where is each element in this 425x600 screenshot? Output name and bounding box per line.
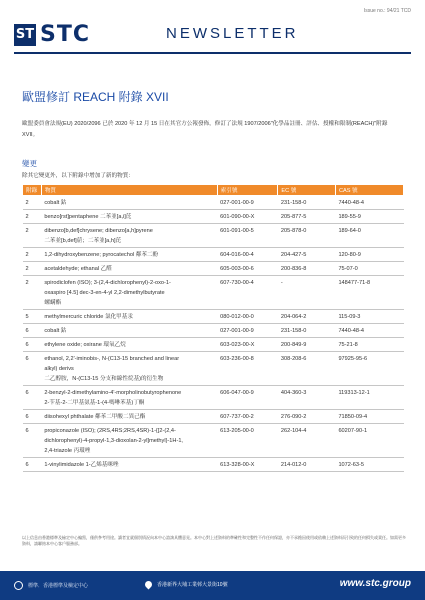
table-row bbox=[23, 410, 404, 424]
substance-line: ethanol, 2,2'-iminobis-, N-(C13-15 branched and linear bbox=[44, 355, 180, 362]
newsletter-label: NEWSLETTER bbox=[166, 25, 299, 42]
index-no-cell: 603-023-00-X bbox=[217, 338, 278, 352]
header-substance: 物質 bbox=[41, 185, 217, 196]
header bbox=[14, 22, 411, 52]
header-cas-no: CAS 號 bbox=[335, 185, 403, 196]
table-row bbox=[23, 224, 404, 248]
ec-no-cell: 205-878-0 bbox=[278, 224, 336, 248]
footer-address-text: 香港新界大埔工業邨大景街10號 bbox=[157, 582, 228, 588]
substance-cell bbox=[41, 424, 217, 458]
table-row bbox=[23, 196, 404, 210]
cas-no-cell: 97925-95-6 bbox=[335, 352, 403, 386]
substance-cell bbox=[41, 338, 217, 352]
header-ec-no: EC 號 bbox=[278, 185, 336, 196]
substance-cell bbox=[41, 262, 217, 276]
appendix-cell: 2 bbox=[23, 224, 42, 248]
substance-line: 螺螨酯 bbox=[44, 299, 62, 306]
stc-logo bbox=[14, 22, 90, 47]
index-no-cell: 080-012-00-0 bbox=[217, 310, 278, 324]
location-pin-icon bbox=[144, 580, 154, 590]
substance-line: ethylene oxide; oxirane 環氧乙烷 bbox=[44, 341, 126, 348]
stc-logo-text: STC bbox=[40, 22, 90, 47]
appendix-cell: 6 bbox=[23, 410, 42, 424]
substance-line: cobalt 鈷 bbox=[44, 327, 67, 334]
appendix-cell: 6 bbox=[23, 338, 42, 352]
substance-line: 2-苄基-2-二甲基氨基-1-(4-嗎啉苯基)丁酮 bbox=[44, 399, 145, 406]
org-logo-icon bbox=[14, 581, 23, 590]
substance-line: 二苯並[b,def]䓛；二苯並[a,h]芘 bbox=[44, 237, 122, 244]
index-no-cell: 601-091-00-5 bbox=[217, 224, 278, 248]
substance-cell bbox=[41, 224, 217, 248]
cas-no-cell: 1072-63-5 bbox=[335, 458, 403, 472]
table-row bbox=[23, 458, 404, 472]
ec-no-cell: 205-877-5 bbox=[278, 210, 336, 224]
substance-line: 二乙醇胺，N-(C13-15 分支和線性烷基)的衍生物 bbox=[44, 375, 164, 382]
index-no-cell: 603-236-00-8 bbox=[217, 352, 278, 386]
header-divider bbox=[14, 52, 411, 54]
index-no-cell: 605-003-00-6 bbox=[217, 262, 278, 276]
substance-line: diisohexyl phthalate 鄰苯二甲酸二異己酯 bbox=[44, 413, 146, 420]
ec-no-cell: 262-104-4 bbox=[278, 424, 336, 458]
substance-line: benzo[rst]pentaphene 二苯並[a,i]芘 bbox=[44, 213, 132, 220]
ec-no-cell: 204-427-5 bbox=[278, 248, 336, 262]
appendix-cell: 2 bbox=[23, 210, 42, 224]
appendix-cell: 6 bbox=[23, 324, 42, 338]
cas-no-cell: 120-80-9 bbox=[335, 248, 403, 262]
substance-cell bbox=[41, 352, 217, 386]
cas-no-cell: 75-07-0 bbox=[335, 262, 403, 276]
substance-cell bbox=[41, 196, 217, 210]
issue-number: Issue no.: 94/21 TCD bbox=[363, 8, 411, 14]
substance-line: dibenzo[b,def]chrysene; dibenzo[a,h]pyrene bbox=[44, 227, 153, 234]
substance-cell bbox=[41, 210, 217, 224]
cas-no-cell: 7440-48-4 bbox=[335, 324, 403, 338]
disclaimer: 以上信息由香港標準及檢定中心編寫，僅供參考用途。讀者宜就個別情況向本中心諮詢具體意見。本中心對上述資料的準確性和完整性不作任何保證，亦不承擔因使用或依賴上述資料而引致的任何損失或責任。如需更多資料，請聯絡本中心客戶服務部。 bbox=[22, 535, 406, 546]
ec-no-cell: 231-158-0 bbox=[278, 196, 336, 210]
table-header-row bbox=[23, 185, 404, 196]
appendix-cell: 2 bbox=[23, 262, 42, 276]
substance-line: alkyl) derivs bbox=[44, 365, 74, 372]
table-row bbox=[23, 424, 404, 458]
substance-cell bbox=[41, 248, 217, 262]
substance-line: propiconazole (ISO); (2RS,4RS;2RS,4SR)-1-{[2-(2,4- bbox=[44, 427, 176, 434]
table-row bbox=[23, 248, 404, 262]
cas-no-cell: 119313-12-1 bbox=[335, 386, 403, 410]
table-row bbox=[23, 262, 404, 276]
index-no-cell: 613-205-00-0 bbox=[217, 424, 278, 458]
cas-no-cell: 60207-90-1 bbox=[335, 424, 403, 458]
ec-no-cell: 200-836-8 bbox=[278, 262, 336, 276]
footer bbox=[0, 571, 425, 600]
table-row bbox=[23, 210, 404, 224]
index-no-cell: 027-001-00-9 bbox=[217, 196, 278, 210]
cas-no-cell: 71850-09-4 bbox=[335, 410, 403, 424]
cas-no-cell: 189-64-0 bbox=[335, 224, 403, 248]
ec-no-cell: 308-208-6 bbox=[278, 352, 336, 386]
table-row bbox=[23, 276, 404, 310]
appendix-cell: 5 bbox=[23, 310, 42, 324]
substance-line: methylmercuric chloride 氯化甲基汞 bbox=[44, 313, 133, 320]
substance-line: 2-benzyl-2-dimethylamino-4'-morpholinobutyrophenone bbox=[44, 389, 182, 396]
page-title: 歐盟修訂 REACH 附錄 XVII bbox=[22, 90, 169, 104]
cas-no-cell: 115-09-3 bbox=[335, 310, 403, 324]
substance-line: acetaldehyde; ethanal 乙醛 bbox=[44, 265, 112, 272]
table-row bbox=[23, 338, 404, 352]
ec-no-cell: 200-849-9 bbox=[278, 338, 336, 352]
substances-table bbox=[22, 184, 404, 472]
footer-url[interactable]: www.stc.group bbox=[339, 578, 411, 589]
cas-no-cell: 189-55-9 bbox=[335, 210, 403, 224]
ec-no-cell: 214-012-0 bbox=[278, 458, 336, 472]
substance-line: 1,2-dihydroxybenzene; pyrocatechol 鄰苯二酚 bbox=[44, 251, 159, 258]
substance-line: 1-vinylimidazole 1-乙烯基咪唑 bbox=[44, 461, 119, 468]
table-row bbox=[23, 386, 404, 410]
table-row bbox=[23, 352, 404, 386]
index-no-cell: 606-047-00-9 bbox=[217, 386, 278, 410]
substance-cell bbox=[41, 386, 217, 410]
appendix-cell: 6 bbox=[23, 352, 42, 386]
index-no-cell: 604-016-00-4 bbox=[217, 248, 278, 262]
footer-org-text: 標準．香港標準及檢定中心 bbox=[28, 583, 89, 589]
ec-no-cell: 276-090-2 bbox=[278, 410, 336, 424]
header-appendix: 附錄 bbox=[23, 185, 42, 196]
appendix-cell: 6 bbox=[23, 386, 42, 410]
ec-no-cell: 404-360-3 bbox=[278, 386, 336, 410]
footer-org bbox=[14, 581, 88, 590]
section-title: 變更 bbox=[22, 159, 37, 168]
stc-logo-mark: ST bbox=[14, 24, 36, 46]
appendix-cell: 6 bbox=[23, 424, 42, 458]
substance-line: spirodiclofen (ISO); 3-(2,4-dichlorophenyl)-2-oxo-1- bbox=[44, 279, 171, 286]
appendix-cell: 2 bbox=[23, 248, 42, 262]
appendix-cell: 6 bbox=[23, 458, 42, 472]
intro-paragraph: 歐盟委員會法規(EU) 2020/2096 已於 2020 年 12 月 15 日在其官方公報發佈，修訂了法規 1907/2006"化學品註冊、評估、授權和限制(REACH)"附錄 XVII。 bbox=[22, 121, 388, 138]
substance-cell bbox=[41, 324, 217, 338]
footer-address bbox=[145, 581, 228, 588]
substance-cell bbox=[41, 310, 217, 324]
table-body bbox=[23, 196, 404, 472]
appendix-cell: 2 bbox=[23, 276, 42, 310]
ec-no-cell: 204-064-2 bbox=[278, 310, 336, 324]
substance-line: dichlorophenyl)-4-propyl-1,3-dioxolan-2-yl]methyl}-1H-1, bbox=[44, 437, 183, 444]
cas-no-cell: 7440-48-4 bbox=[335, 196, 403, 210]
index-no-cell: 027-001-00-9 bbox=[217, 324, 278, 338]
substance-line: oxaspiro [4.5] dec-3-en-4-yl 2,2-dimethylbutyrate bbox=[44, 289, 165, 296]
header-index-no: 索引號 bbox=[217, 185, 278, 196]
index-no-cell: 613-328-00-X bbox=[217, 458, 278, 472]
substance-cell bbox=[41, 410, 217, 424]
ec-no-cell: 231-158-0 bbox=[278, 324, 336, 338]
ec-no-cell: - bbox=[278, 276, 336, 310]
substance-cell bbox=[41, 458, 217, 472]
substance-cell bbox=[41, 276, 217, 310]
cas-no-cell: 148477-71-8 bbox=[335, 276, 403, 310]
substance-line: 2,4-triazole 丙環唑 bbox=[44, 447, 91, 454]
appendix-cell: 2 bbox=[23, 196, 42, 210]
section-description: 除其它變更外，以下附錄中增加了新的物質： bbox=[22, 173, 134, 179]
index-no-cell: 607-737-00-2 bbox=[217, 410, 278, 424]
table-row bbox=[23, 324, 404, 338]
cas-no-cell: 75-21-8 bbox=[335, 338, 403, 352]
index-no-cell: 601-090-00-X bbox=[217, 210, 278, 224]
substance-line: cobalt 鈷 bbox=[44, 199, 67, 206]
table-row bbox=[23, 310, 404, 324]
index-no-cell: 607-730-00-4 bbox=[217, 276, 278, 310]
